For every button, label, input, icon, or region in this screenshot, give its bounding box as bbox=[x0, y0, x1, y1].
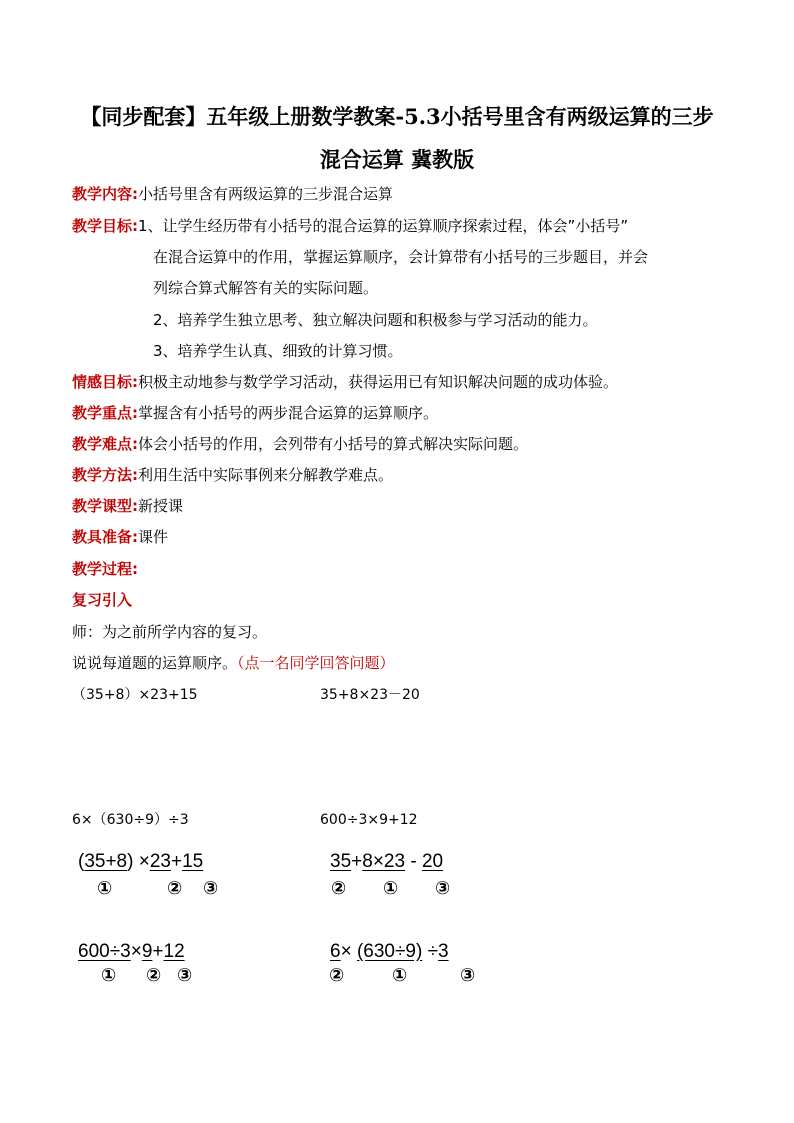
emotion-text: 积极主动地参与数学学习活动，获得运用已有知识解决问题的成功体验。 bbox=[138, 373, 619, 391]
goals-item1-line1: 1、让学生经历带有小括号的混合运算的运算顺序探索过程，体会”小括号” bbox=[138, 217, 629, 235]
process-row bbox=[72, 561, 138, 578]
step-marker: ① bbox=[383, 878, 399, 899]
process-label: 教学过程: bbox=[72, 560, 138, 578]
step1-part: 8×23 bbox=[362, 851, 406, 872]
keypoint-label: 教学重点: bbox=[72, 404, 138, 422]
goals-row bbox=[72, 218, 628, 235]
step3-part: 3 bbox=[438, 941, 449, 962]
keypoint-row bbox=[72, 405, 438, 422]
step1-part: 600÷3 bbox=[78, 941, 131, 962]
step2-part: 23 bbox=[149, 851, 171, 872]
step-marker: ② bbox=[167, 878, 183, 899]
keypoint-text: 掌握含有小括号的两步混合运算的运算顺序。 bbox=[138, 404, 439, 422]
annotated-expression-1 bbox=[78, 852, 203, 872]
ask-text: 说说每道题的运算顺序。 bbox=[72, 654, 238, 672]
step-marker: ③ bbox=[435, 878, 451, 899]
step-marker: ③ bbox=[177, 965, 193, 986]
step1-part: 35+8 bbox=[84, 851, 128, 872]
teacher-line: 师：为之前所学内容的复习。 bbox=[72, 623, 268, 641]
step3-part: 12 bbox=[163, 941, 185, 962]
goals-item3: 3、培养学生认真、细致的计算习惯。 bbox=[153, 342, 403, 360]
exercise-4: 600÷3×9+12 bbox=[320, 812, 418, 828]
step-marker: ① bbox=[392, 965, 408, 986]
emotion-label: 情感目标: bbox=[72, 373, 138, 391]
doc-title-line1: 【同步配套】五年级上册数学教案-5.3小括号里含有两级运算的三步 bbox=[80, 104, 714, 129]
exercise-1: （35+8）×23+15 bbox=[72, 687, 198, 703]
emotion-row bbox=[72, 374, 618, 391]
review-label: 复习引入 bbox=[72, 591, 133, 609]
step-marker: ② bbox=[329, 965, 345, 986]
step2-part: 9 bbox=[141, 941, 153, 962]
goals-item2: 2、培养学生独立思考、独立解决问题和积极参与学习活动的能力。 bbox=[153, 311, 598, 329]
step-marker: ① bbox=[97, 878, 113, 899]
goals-item1-line2: 在混合运算中的作用，掌握运算顺序，会计算带有小括号的三步题目，并会 bbox=[153, 248, 649, 266]
goals-label: 教学目标: bbox=[72, 217, 138, 235]
step-marker: ① bbox=[101, 965, 117, 986]
paren-open: ( bbox=[78, 851, 85, 872]
lesson-type-row bbox=[72, 498, 183, 515]
doc-title-line2: 混合运算 冀教版 bbox=[319, 147, 475, 172]
goals-item1-line3: 列综合算式解答有关的实际问题。 bbox=[153, 279, 379, 297]
paren-close: ) bbox=[127, 851, 134, 872]
step1-part: (630÷9) bbox=[356, 941, 423, 962]
method-label: 教学方法: bbox=[72, 466, 138, 484]
tools-text: 课件 bbox=[138, 528, 169, 546]
content-text: 小括号里含有两级运算的三步混合运算 bbox=[138, 185, 394, 203]
operator: × bbox=[133, 851, 150, 872]
operator: × bbox=[130, 941, 142, 962]
lesson-type-label: 教学课型: bbox=[72, 497, 138, 515]
difficulty-label: 教学难点: bbox=[72, 435, 138, 453]
step-marker: ② bbox=[146, 965, 162, 986]
tools-row bbox=[72, 529, 168, 546]
step-marker: ③ bbox=[203, 878, 219, 899]
step3-part: 20 bbox=[421, 851, 444, 872]
step3-part: 15 bbox=[182, 851, 204, 872]
annotated-expression-4 bbox=[330, 942, 449, 962]
step-marker: ② bbox=[331, 878, 347, 899]
operator: - bbox=[405, 851, 422, 872]
method-text: 利用生活中实际事例来分解教学难点。 bbox=[138, 466, 394, 484]
annotated-expression-3 bbox=[78, 942, 185, 962]
exercise-3: 6×（630÷9）÷3 bbox=[72, 812, 189, 828]
step-marker: ③ bbox=[460, 965, 476, 986]
exercise-2: 35+8×23－20 bbox=[320, 687, 420, 703]
difficulty-text: 体会小括号的作用，会列带有小括号的算式解决实际问题。 bbox=[138, 435, 529, 453]
ask-note: （点一名同学回答问题） bbox=[237, 654, 395, 672]
step2-part: 6 bbox=[330, 941, 341, 962]
method-row bbox=[72, 467, 393, 484]
operator: + bbox=[152, 941, 164, 962]
tools-label: 教具准备: bbox=[72, 528, 138, 546]
difficulty-row bbox=[72, 436, 528, 453]
operator: ÷ bbox=[422, 941, 439, 962]
ask-row bbox=[72, 655, 395, 672]
review-row bbox=[72, 592, 132, 609]
operator: × bbox=[340, 941, 357, 962]
lesson-type-text: 新授课 bbox=[138, 497, 184, 515]
content-row bbox=[72, 186, 393, 203]
operator: + bbox=[351, 851, 363, 872]
operator: + bbox=[170, 851, 183, 872]
content-label: 教学内容: bbox=[72, 185, 138, 203]
annotated-expression-2 bbox=[330, 852, 443, 872]
step2-part: 35 bbox=[330, 851, 352, 872]
